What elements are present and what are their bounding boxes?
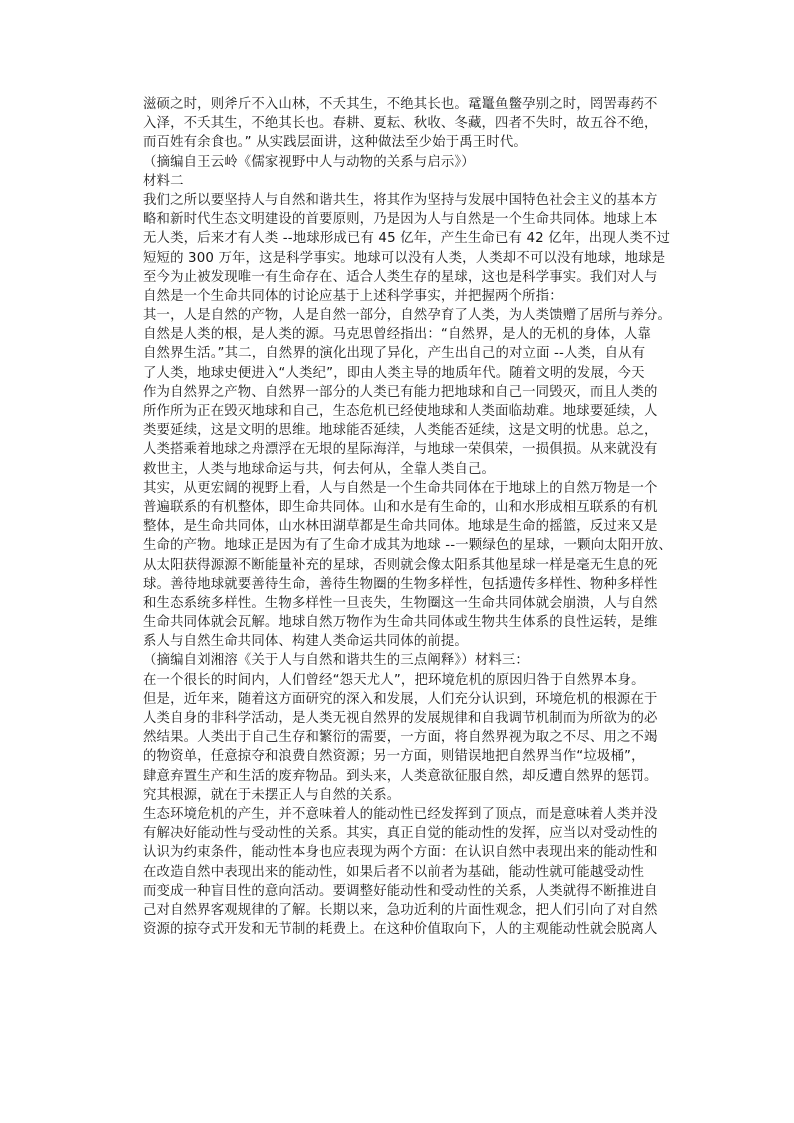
text-line: 球。善待地球就要善待生命，善待生物圈的生物多样性，包括遗传多样性、物种多样性 <box>143 576 658 592</box>
text-line: 而变成一种盲目性的意向活动。要调整好能动性和受动性的关系，人类就得不断推进自 <box>143 883 658 899</box>
text-line: 自然是一个生命共同体的讨论应基于上述科学事实，并把握两个所指： <box>143 288 563 304</box>
text-line: （摘编自王云岭《儒家视野中人与动物的关系与启示》） <box>143 154 475 170</box>
text-line: 系人与自然生命共同体、构建人类命运共同体的前提。 <box>143 634 468 650</box>
text-line: 滋硕之时，则斧斤不入山林，不夭其生，不绝其长也。鼋鼍鱼鳖孕别之时，罔罟毒药不 <box>143 97 658 112</box>
text-line: 略和新时代生态文明建设的首要原则，乃是因为人与自然是一个生命共同体。地球上本 <box>143 212 658 228</box>
text-line: 在一个很长的时间内，人们曾经“怨天尤人”，把环境危机的原因归咎于自然界本身。 <box>143 672 645 688</box>
text-line: 己对自然界客观规律的了解。长期以来，急功近利的片面性观念，把人们引向了对自然 <box>143 902 658 918</box>
text-line: 无人类，后来才有人类 --地球形成已有 45 亿年，产生生命已有 42 亿年，出现人类不过 <box>143 231 671 247</box>
text-line: 资源的掠夺式开发和无节制的耗费上。在这种价值取向下，人的主观能动性就会脱离人 <box>143 922 658 938</box>
text-line: （摘编自刘湘溶《关于人与自然和谐共生的三点阐释》）材料三： <box>143 653 529 669</box>
text-line: 材料二 <box>143 173 184 189</box>
text-line: 认识为约束条件，能动性本身也应表现为两个方面：在认识自然中表现出来的能动性和 <box>143 845 658 861</box>
text-line: 自然是人类的根，是人类的源。马克思曾经指出：“自然界，是人的无机的身体，人靠 <box>143 327 652 343</box>
text-line: 生态环境危机的产生，并不意味着人的能动性已经发挥到了顶点，而是意味着人类并没 <box>143 806 658 822</box>
text-line: 短短的 300 万年，这是科学事实。地球可以没有人类，人类却不可以没有地球，地球是 <box>143 250 666 266</box>
document-body <box>143 95 679 939</box>
text-line: 普遍联系的有机整体，即生命共同体。山和水是有生命的，山和水形成相互联系的有机 <box>143 499 658 515</box>
text-line: 作为自然界之产物、自然界一部分的人类已有能力把地球和自己一同毁灭，而且人类的 <box>143 384 658 400</box>
text-line: 整体，是生命共同体，山水林田湖草都是生命共同体。地球是生命的摇篮，反过来又是 <box>143 519 658 535</box>
text-line: 然结果。人类出于自己生存和繁衍的需要，一方面，将自然界视为取之不尽、用之不竭 <box>143 730 658 746</box>
text-line: 人类搭乘着地球之舟漂浮在无垠的星际海洋，与地球一荣俱荣，一损俱损。从来就没有 <box>143 442 658 458</box>
text-line: 而百姓有余食也。” 从实践层面讲，这种做法至少始于禹王时代。 <box>143 135 527 151</box>
text-line: 肆意弃置生产和生活的废弃物品。到头来，人类意欲征服自然，却反遭自然界的惩罚。 <box>143 768 658 784</box>
text-line: 但是，近年来，随着这方面研究的深入和发展，人们充分认识到，环境危机的根源在于 <box>143 691 658 707</box>
text-line: 究其根源，就在于未摆正人与自然的关系。 <box>143 787 401 803</box>
text-line: 我们之所以要坚持人与自然和谐共生，将其作为坚持与发展中国特色社会主义的基本方 <box>143 192 658 208</box>
text-line: 其一，人是自然的产物，人是自然一部分，自然孕育了人类，为人类馈赠了居所与养分。 <box>143 308 672 324</box>
text-line: 了人类，地球史便进入“人类纪”，即由人类主导的地质年代。随着文明的发展，今天 <box>143 365 645 381</box>
text-line: 其实，从更宏阔的视野上看，人与自然是一个生命共同体在于地球上的自然万物是一个 <box>143 480 658 496</box>
text-line: 入泽，不夭其生，不绝其长也。春耕、夏耘、秋收、冬藏，四者不失时，故五谷不绝， <box>143 116 658 132</box>
text-line: 类要延续，这是文明的思维。地球能否延续，人类能否延续，这是文明的忧患。总之， <box>143 423 658 439</box>
text-line: 人类自身的非科学活动，是人类无视自然界的发展规律和自我调节机制而为所欲为的必 <box>143 711 658 726</box>
text-line: 所作所为正在毁灭地球和自己，生态危机已经使地球和人类面临劫难。地球要延续，人 <box>143 404 658 419</box>
text-line: 和生态系统多样性。生物多样性一旦丧失，生物圈这一生命共同体就会崩溃，人与自然 <box>143 595 658 611</box>
text-line: 从太阳获得源源不断能量补充的星球，否则就会像太阳系其他星球一样是毫无生息的死 <box>143 557 658 573</box>
text-line: 生命的产物。地球正是因为有了生命才成其为地球 --一颗绿色的星球，一颗向太阳开放、 <box>143 538 672 554</box>
text-line: 至今为止被发现唯一有生命存在、适合人类生存的星球，这也是科学事实。我们对人与 <box>143 269 658 285</box>
text-line: 生命共同体就会瓦解。地球自然万物作为生命共同体或生物共生体系的良性运转，是维 <box>143 615 658 631</box>
text-line: 的物资单，任意掠夺和浪费自然资源；另一方面，则错误地把自然界当作“垃圾桶”， <box>143 749 645 765</box>
text-line: 自然界生活。”其二，自然界的演化出现了异化，产生出自己的对立面 --人类，自从有 <box>143 346 646 362</box>
text-line: 有解决好能动性与受动性的关系。其实，真正自觉的能动性的发挥，应当以对受动性的 <box>143 826 658 842</box>
text-line: 在改造自然中表现出来的能动性，如果后者不以前者为基础，能动性就可能越受动性 <box>143 864 645 880</box>
text-line: 救世主，人类与地球命运与共，何去何从，全靠人类自己。 <box>143 461 496 477</box>
